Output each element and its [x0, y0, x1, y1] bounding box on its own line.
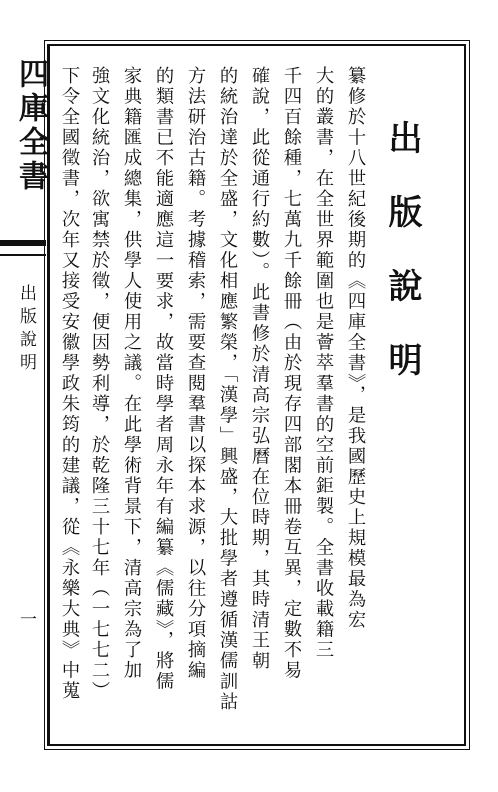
book-spine-margin [0, 44, 48, 746]
text-column-1: 纂修於十八世紀後期的《四庫全書》，是我國歷史上規模最為宏 [345, 66, 366, 631]
text-column-7: 的類書已不能適應這一要求，故當時學者周永年有編纂《儒藏》，將儒 [153, 66, 174, 693]
book-title: 四庫全書 [13, 58, 48, 194]
fishtail-line [0, 254, 46, 264]
text-column-2: 大的叢書，在全世界範圍也是薈萃羣書的空前鉅製。全書收載籍三 [313, 66, 334, 661]
text-column-3: 千四百餘種，七萬九千餘冊（由於現存四部閣本冊卷互異，定數不易 [281, 66, 302, 681]
text-column-8: 家典籍匯成總集，供學人使用之議。在此學術背景下，清高宗為了加 [121, 66, 142, 681]
text-column-4: 確說，此從通行約數）。此書修於清高宗弘曆在位時期，其時清王朝 [249, 66, 270, 672]
page-number: 一 [16, 610, 36, 629]
text-column-6: 方法研治古籍。考據稽索，需要查閱羣書以探本求源，以往分項摘編 [185, 66, 206, 681]
page-title: 出版說明 [382, 120, 422, 416]
text-column-5: 的統治達於全盛，文化相應繁榮，「漢學」興盛，大批學者遵循漢儒訓詁 [217, 66, 238, 713]
text-column-9: 強文化統治，欲寓禁於徵，便因勢利導，於乾隆三十七年（一七七二） [89, 66, 110, 702]
section-label: 出版說明 [16, 284, 36, 376]
text-column-10: 下令全國徵書，次年又接受安徽學政朱筠的建議，從《永樂大典》中蒐 [59, 66, 80, 702]
